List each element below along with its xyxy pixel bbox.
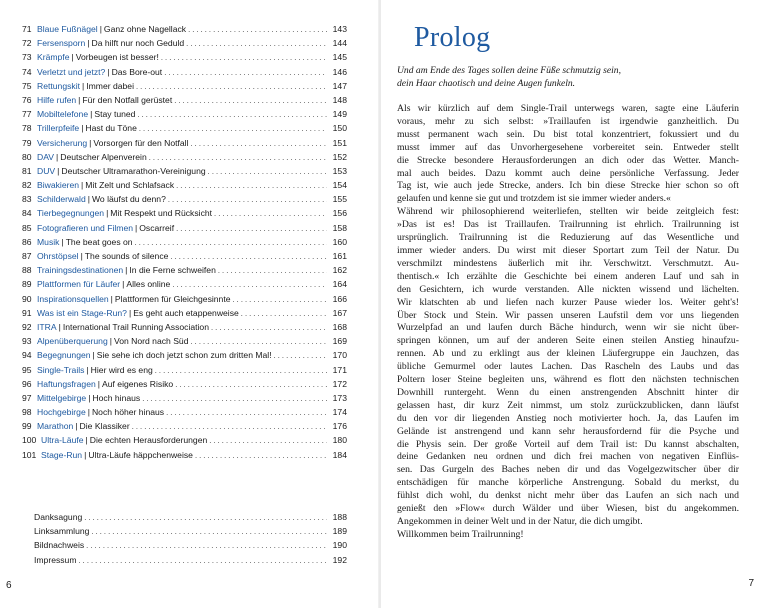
- toc-entry-page: 180: [332, 435, 347, 446]
- toc-separator: |: [109, 336, 112, 347]
- toc-dot-leader: [86, 539, 327, 553]
- prolog-text-line: Downhill runtergeht. Wenn du einen anstrengenden Abschnitt hinter dir: [397, 386, 739, 398]
- toc-entry-page: 149: [332, 109, 347, 120]
- toc-entry-number: 74: [22, 66, 32, 77]
- toc-entry-page: 153: [332, 165, 347, 176]
- toc-separator: |: [86, 364, 89, 375]
- toc-entry-subtitle: In die Ferne schweifen: [129, 265, 216, 276]
- toc-separator: |: [56, 151, 59, 162]
- toc-entry[interactable]: [22, 206, 347, 220]
- toc-entry-subtitle: Hast du Töne: [85, 123, 137, 134]
- toc-entry-title[interactable]: Verletzt und jetzt?: [37, 66, 106, 77]
- toc-dot-leader: [166, 406, 327, 420]
- toc-entry-subtitle: Oscarreif: [139, 222, 175, 233]
- toc-entry-page: 167: [332, 307, 347, 318]
- toc-entry-title[interactable]: Fotografieren und Filmen: [37, 222, 134, 233]
- toc-entry-title[interactable]: Alpenüberquerung: [37, 336, 108, 347]
- toc-separator: |: [135, 222, 138, 233]
- toc-entry-subtitle: Ganz ohne Nagellack: [103, 24, 187, 34]
- prolog-text-line: immer wieder anders. Du wirst mit dieser Sportart zum Teil der Natur. Du: [397, 244, 739, 256]
- toc-separator: |: [85, 435, 88, 446]
- toc-entry[interactable]: [22, 136, 347, 150]
- toc-entry[interactable]: [22, 107, 347, 121]
- toc-entry-page: 148: [332, 94, 347, 105]
- toc-entry-subtitle: Vorbeugen ist besser!: [75, 52, 159, 63]
- toc-entry-number: 96: [22, 378, 32, 389]
- toc-entry[interactable]: [22, 164, 347, 178]
- toc-dot-leader: [211, 321, 327, 335]
- toc-entry-title[interactable]: Musik: [37, 236, 60, 247]
- toc-entry-subtitle: International Trail Running Association: [62, 321, 209, 332]
- back-matter-page: 192: [332, 554, 347, 565]
- motto-line: Und am Ende des Tages sollen deine Füße schmutzig sein,: [397, 65, 622, 76]
- toc-entry-page: 174: [332, 407, 347, 418]
- toc-entry-page: 168: [332, 321, 347, 332]
- toc-separator: |: [84, 449, 87, 460]
- toc-entry-title[interactable]: Mobiltelefone: [37, 109, 89, 120]
- toc-entry[interactable]: [22, 65, 347, 79]
- prolog-text-line: du den vor dir liegenden Anstieg noch motivierter hoch. Ja, das Laufen im: [397, 412, 739, 424]
- toc-entry-number: 89: [22, 279, 32, 290]
- toc-entry-title[interactable]: Marathon: [37, 421, 74, 432]
- toc-entry-page: 154: [332, 180, 347, 191]
- toc-dot-leader: [188, 23, 327, 37]
- prolog-text-line: fühlst dich wohl, du denkst nicht mehr über das Laufen an sich nach und: [397, 490, 739, 502]
- toc-entry-title[interactable]: Biwakieren: [37, 180, 80, 191]
- toc-entry[interactable]: [22, 433, 347, 447]
- toc-entry-page: 147: [332, 80, 347, 91]
- toc-entry-page: 169: [332, 336, 347, 347]
- toc-entry-title[interactable]: DUV: [37, 165, 56, 176]
- toc-entry-subtitle: Mit Zelt und Schlafsack: [85, 180, 175, 191]
- toc-entry[interactable]: [22, 320, 347, 334]
- back-matter-page: 190: [332, 540, 347, 551]
- back-matter-entry[interactable]: [34, 524, 347, 538]
- toc-separator: |: [107, 66, 110, 77]
- toc-entry[interactable]: [22, 263, 347, 277]
- toc-entry[interactable]: [22, 36, 347, 50]
- toc-separator: |: [97, 378, 100, 389]
- prolog-text-line: Während wir philosophierend weiterliefen, stellten wir beide zeitgleich fest:: [397, 206, 739, 218]
- toc-dot-leader: [208, 165, 327, 179]
- prolog-text-line: thentisch.« Ich erzählte die Geschichte bei einem anderen Lauf und sah in: [397, 270, 739, 282]
- toc-dot-leader: [214, 207, 327, 221]
- prolog-text-line: genießt den »Flow« durch Wälder und über Wiesen, bist du angekommen.: [397, 503, 739, 515]
- toc-separator: |: [87, 38, 90, 49]
- toc-entry-subtitle: Es geht auch etappenweise: [133, 307, 239, 318]
- toc-entry-title[interactable]: DAV: [37, 151, 55, 162]
- toc-dot-leader: [176, 222, 327, 236]
- toc-separator: |: [128, 307, 132, 318]
- back-matter-entry[interactable]: [34, 510, 347, 524]
- page-number-right: 7: [748, 578, 754, 589]
- toc-separator: |: [75, 421, 78, 432]
- toc-entry-number: 95: [22, 364, 32, 375]
- toc-entry[interactable]: [22, 221, 347, 235]
- prolog-text-line: deine Gedanken neu ordnen und dich frei machen von negativen Einflüs-: [397, 451, 739, 463]
- toc-entry-page: 173: [332, 392, 347, 403]
- toc-dot-leader: [155, 364, 327, 378]
- toc-dot-leader: [161, 51, 327, 65]
- prolog-text-line: mal auch beides. Dazu kommt auch deine persönliche Verfassung. Jeder: [397, 167, 739, 179]
- toc-entry-title[interactable]: Plattformen für Läufer: [37, 279, 121, 290]
- toc-entry-title[interactable]: Stage-Run: [41, 449, 83, 460]
- toc-entry-number: 76: [22, 94, 32, 105]
- toc-entry-subtitle: Die Klassiker: [79, 421, 130, 432]
- table-of-contents: [22, 22, 347, 462]
- toc-separator: |: [82, 80, 85, 91]
- toc-entry-number: 81: [22, 165, 32, 176]
- toc-separator: |: [78, 94, 81, 105]
- toc-dot-leader: [170, 250, 327, 264]
- prolog-text-line: voraus, mehr zu sich selbst: »Traillaufen ist irgendwie ganzheitlich. Du: [397, 115, 739, 127]
- toc-dot-leader: [79, 554, 328, 568]
- toc-dot-leader: [135, 236, 327, 250]
- toc-dot-leader: [195, 449, 327, 463]
- toc-entry-page: 171: [332, 364, 347, 375]
- toc-entry-number: 83: [22, 194, 32, 205]
- toc-dot-leader: [174, 94, 327, 108]
- toc-entry-number: 79: [22, 137, 32, 148]
- toc-entry-number: 75: [22, 80, 32, 91]
- toc-entry[interactable]: [22, 79, 347, 93]
- toc-entry-number: 93: [22, 336, 32, 347]
- toc-entry-number: 78: [22, 123, 32, 134]
- toc-entry-subtitle: Da hilft nur noch Geduld: [91, 38, 185, 49]
- toc-entry-page: 150: [332, 123, 347, 134]
- toc-entry-subtitle: Die echten Herausforderungen: [89, 435, 208, 446]
- toc-entry[interactable]: [22, 306, 347, 320]
- toc-entry-subtitle: Plattformen für Gleichgesinnte: [114, 293, 231, 304]
- toc-entry-number: 73: [22, 52, 32, 63]
- prolog-text-line: Wurzelpfad an und laufen durch Bäche hindurch, wenn wir sie nicht über-: [397, 322, 739, 334]
- toc-dot-leader: [241, 307, 327, 321]
- toc-entry[interactable]: [22, 391, 347, 405]
- toc-entry[interactable]: [22, 363, 347, 377]
- toc-entry-page: 156: [332, 208, 347, 219]
- toc-entry-title[interactable]: Haftungsfragen: [37, 378, 96, 389]
- toc-separator: |: [106, 208, 109, 219]
- toc-separator: |: [81, 123, 84, 134]
- toc-dot-leader: [175, 378, 327, 392]
- toc-entry-number: 82: [22, 180, 32, 191]
- toc-entry-subtitle: Von Nord nach Süd: [113, 336, 189, 347]
- toc-dot-leader: [137, 108, 327, 122]
- toc-separator: |: [89, 137, 92, 148]
- toc-separator: |: [87, 407, 90, 418]
- toc-dot-leader: [274, 349, 327, 363]
- toc-entry-subtitle: Deutscher Ultramarathon-Vereinigung: [61, 165, 206, 176]
- toc-entry[interactable]: [22, 93, 347, 107]
- toc-separator: |: [57, 165, 60, 176]
- toc-separator: |: [81, 180, 84, 191]
- toc-entry[interactable]: [22, 150, 347, 164]
- toc-entry-title[interactable]: Trillerpfeife: [37, 123, 80, 134]
- toc-entry-page: 151: [332, 137, 347, 148]
- toc-entry-number: 92: [22, 321, 32, 332]
- toc-entry[interactable]: [22, 405, 347, 419]
- toc-separator: |: [92, 350, 95, 361]
- prolog-text-line: übliche Gemurmel oder lautes Lachen. Das Rascheln des Laubs und das: [397, 361, 739, 373]
- back-matter-page: 189: [332, 526, 347, 537]
- toc-entry-title[interactable]: Ohrstöpsel: [37, 251, 79, 261]
- toc-entry-subtitle: Noch höher hinaus: [91, 407, 165, 418]
- toc-entry-subtitle: The beat goes on: [65, 236, 133, 247]
- toc-entry-page: 158: [332, 222, 347, 233]
- toc-separator: |: [88, 392, 91, 403]
- toc-entry-title[interactable]: Fersensporn: [37, 38, 86, 49]
- toc-entry-subtitle: Hoch hinaus: [92, 392, 141, 403]
- toc-entry[interactable]: [22, 448, 347, 462]
- toc-entry-subtitle: The sounds of silence: [84, 251, 169, 261]
- back-matter-page: 188: [332, 512, 347, 522]
- toc-entry-title[interactable]: Rettungskit: [37, 80, 80, 91]
- toc-entry-number: 71: [22, 24, 32, 34]
- toc-dot-leader: [136, 80, 327, 94]
- prolog-text-line: musst permanent wach sein. Du bist total konzentriert, fokussiert und du: [397, 128, 739, 140]
- toc-entry-title[interactable]: Schilderwald: [37, 194, 86, 205]
- prolog-text-line: rennen. Ab und zu erklingt aus der kleinen Läufergruppe ein Jauchzen, das: [397, 348, 739, 360]
- toc-entry-number: 84: [22, 208, 32, 219]
- toc-dot-leader: [84, 511, 327, 525]
- toc-entry-number: 100: [22, 435, 37, 446]
- prolog-text-line: Gelände ist anstrengend und kann sehr herausfordernd für die Psyche und: [397, 425, 739, 437]
- toc-entry-title[interactable]: Hilfe rufen: [37, 94, 77, 105]
- toc-entry-subtitle: Ultra-Läufe häppchenweise: [88, 449, 193, 460]
- toc-entry-subtitle: Mit Respekt und Rücksicht: [110, 208, 213, 219]
- prolog-text-line: Als wir kürzlich auf dem Single-Trail unterwegs waren, sagte eine Läuferin: [397, 103, 739, 114]
- toc-entry-title[interactable]: Trainingsdestinationen: [37, 265, 124, 276]
- toc-entry-number: 72: [22, 38, 32, 49]
- prolog-text-line: entschädigen für manche körperliche Anstrengung. Sobald du merkst, du: [397, 477, 739, 489]
- toc-entry[interactable]: [22, 334, 347, 348]
- toc-entry-page: 164: [332, 279, 347, 290]
- toc-entry-subtitle: Hier wird es eng: [90, 364, 153, 375]
- toc-entry-page: 160: [332, 236, 347, 247]
- toc-entry-page: 143: [332, 24, 347, 34]
- back-matter-label: Bildnachweis: [34, 540, 85, 551]
- back-matter-list: [34, 510, 347, 567]
- prolog-text-line: Wir klatschten ab und liefen nach kurzer Pause wieder los. Weiter geht's!: [397, 296, 739, 308]
- prolog-text-line: gelaufen und kenne sie gut und trotzdem ist sie immer wieder anders.«: [397, 193, 671, 205]
- toc-separator: |: [61, 236, 64, 247]
- toc-entry[interactable]: [22, 22, 347, 36]
- toc-entry-subtitle: Wo läufst du denn?: [91, 194, 166, 205]
- toc-entry-number: 87: [22, 251, 32, 261]
- toc-entry-title[interactable]: Versicherung: [37, 137, 88, 148]
- motto-line: dein Haar chaotisch und deine Augen funkeln.: [397, 78, 576, 90]
- toc-dot-leader: [190, 137, 327, 151]
- back-matter-entry[interactable]: [34, 553, 347, 567]
- prolog-text-line: den Gesichtern, ich wurde verstanden. Alle nickten wissend und lächelten.: [397, 283, 739, 295]
- toc-separator: |: [99, 24, 102, 34]
- toc-entry-page: 161: [332, 251, 347, 261]
- toc-entry-page: 162: [332, 265, 347, 276]
- toc-dot-leader: [218, 264, 327, 278]
- toc-entry-subtitle: Immer dabei: [86, 80, 134, 91]
- toc-dot-leader: [149, 151, 327, 165]
- prolog-text-line: Willkommen beim Trailrunning!: [397, 528, 524, 540]
- toc-separator: |: [80, 251, 83, 261]
- back-matter-label: Linksammlung: [34, 526, 90, 537]
- back-matter-label: Danksagung: [34, 512, 83, 522]
- toc-entry-number: 86: [22, 236, 32, 247]
- back-matter-label: Impressum: [34, 554, 77, 565]
- toc-entry-subtitle: Deutscher Alpenverein: [60, 151, 147, 162]
- toc-entry[interactable]: [22, 235, 347, 249]
- toc-entry-subtitle: Vorsorgen für den Notfall: [93, 137, 189, 148]
- toc-entry-subtitle: Für den Notfall gerüstet: [82, 94, 173, 105]
- toc-dot-leader: [172, 278, 327, 292]
- toc-entry-subtitle: Stay tuned: [94, 109, 136, 120]
- toc-entry-subtitle: Das Bore-out: [111, 66, 163, 77]
- toc-entry-title[interactable]: Mittelgebirge: [37, 392, 87, 403]
- toc-separator: |: [71, 52, 74, 63]
- toc-separator: |: [110, 293, 113, 304]
- toc-entry[interactable]: [22, 121, 347, 135]
- toc-dot-leader: [164, 66, 327, 80]
- motto-quote: [397, 64, 732, 90]
- toc-entry-page: 146: [332, 66, 347, 77]
- right-page-prolog: [381, 0, 760, 608]
- prolog-text-line: Poltern loser Steine begleiten uns, während es flott den nächsten technischen: [397, 374, 739, 386]
- toc-entry-title[interactable]: ITRA: [37, 321, 57, 332]
- toc-entry-page: 176: [332, 421, 347, 432]
- prolog-text-line: musst immer auf das Unvorhergesehene vorbereitet sein. Entweder stellt: [397, 141, 739, 153]
- toc-entry-page: 170: [332, 350, 347, 361]
- toc-entry[interactable]: [22, 348, 347, 362]
- toc-entry-number: 101: [22, 449, 37, 460]
- toc-separator: |: [87, 194, 90, 205]
- toc-entry-number: 91: [22, 307, 32, 318]
- toc-entry-title[interactable]: Ultra-Läufe: [41, 435, 84, 446]
- prolog-text-line: Tag ist, wie auch jede Strecke, anders. Ich bin diese Strecke hier schon so oft: [397, 180, 739, 192]
- toc-entry-page: 152: [332, 151, 347, 162]
- toc-separator: |: [122, 279, 125, 290]
- toc-entry-title[interactable]: Hochgebirge: [37, 407, 86, 418]
- toc-separator: |: [125, 265, 128, 276]
- prolog-text-line: gelassen hast, dir kurz Zeit nimmst, um stolz zurückzublicken, dann läufst: [397, 399, 739, 411]
- toc-dot-leader: [191, 335, 328, 349]
- toc-entry-page: 144: [332, 38, 347, 49]
- toc-entry-title[interactable]: Blaue Fußnägel: [37, 24, 98, 34]
- toc-entry-page: 155: [332, 194, 347, 205]
- toc-entry-title[interactable]: Krämpfe: [37, 52, 70, 63]
- prolog-text-line: Angekommen in deiner Welt und in der Natur, die dich umgibt.: [397, 516, 643, 527]
- back-matter-entry[interactable]: [34, 538, 347, 552]
- toc-dot-leader: [233, 293, 327, 307]
- toc-entry-number: 90: [22, 293, 32, 304]
- toc-entry-number: 97: [22, 392, 32, 403]
- toc-entry-title[interactable]: Tierbegegnungen: [37, 208, 105, 219]
- prolog-text-line: »Das ist es! Das ist Traillaufen. Trailrunning ist ehrlich. Trailrunning ist: [397, 219, 739, 231]
- prolog-text-line: verschmilzt mindestens äußerlich mit ihr. Verschwitzt. Verschmutzt. Au-: [397, 257, 739, 269]
- toc-entry-number: 85: [22, 222, 32, 233]
- toc-entry-number: 94: [22, 350, 32, 361]
- prolog-text-line: springen können, um auf der anderen Seite einen steilen Anstieg hinaufzu-: [397, 335, 739, 347]
- toc-entry-number: 88: [22, 265, 32, 276]
- prolog-text-line: die Physis sein. Der große Vorteil auf dem Trail ist: Du kannst abschalten,: [397, 438, 739, 450]
- toc-entry[interactable]: [22, 178, 347, 192]
- toc-entry-title[interactable]: Inspirationsquellen: [37, 293, 109, 304]
- toc-entry-title[interactable]: Single-Trails: [37, 364, 85, 375]
- toc-dot-leader: [209, 434, 327, 448]
- prolog-text-line: die Strecke besondere Herausforderungen an dich oder das Wetter. Manch-: [397, 154, 739, 166]
- toc-separator: |: [58, 321, 61, 332]
- toc-dot-leader: [176, 179, 327, 193]
- toc-entry-number: 99: [22, 421, 32, 432]
- toc-dot-leader: [142, 392, 327, 406]
- prolog-text-line: Über Stock und Stein. Wir passen unseren Laufstil dem vor uns liegenden: [397, 309, 739, 321]
- toc-entry[interactable]: [22, 249, 347, 263]
- toc-entry-number: 77: [22, 109, 32, 120]
- toc-entry-subtitle: Sie sehe ich doch jetzt schon zum dritten Mal!: [96, 350, 272, 361]
- toc-dot-leader: [186, 37, 327, 51]
- toc-separator: |: [90, 109, 93, 120]
- toc-entry[interactable]: [22, 277, 347, 291]
- toc-entry[interactable]: [22, 419, 347, 433]
- toc-entry[interactable]: [22, 50, 347, 64]
- prolog-body-text: [397, 103, 739, 542]
- toc-dot-leader: [139, 122, 327, 136]
- prolog-text-line: ursprünglich. Trailrunning ist die Reduzierung auf das Wesentliche und: [397, 232, 739, 244]
- toc-dot-leader: [168, 193, 327, 207]
- toc-entry-number: 80: [22, 151, 32, 162]
- prolog-text-line: sen. Das Gurgeln des Baches neben dir und das Vogelgezwitscher über dir: [397, 464, 739, 476]
- toc-entry-number: 98: [22, 407, 32, 418]
- toc-entry-page: 184: [332, 449, 347, 460]
- toc-dot-leader: [132, 420, 327, 434]
- toc-entry-title[interactable]: Begegnungen: [37, 350, 91, 361]
- toc-entry[interactable]: [22, 192, 347, 206]
- page-number-left: 6: [6, 580, 12, 591]
- toc-entry-title[interactable]: Was ist ein Stage-Run?: [37, 307, 127, 318]
- toc-entry-subtitle: Auf eigenes Risiko: [102, 378, 174, 389]
- toc-entry-subtitle: Alles online: [126, 279, 171, 290]
- toc-dot-leader: [91, 525, 327, 539]
- chapter-title: Prolog: [414, 22, 491, 53]
- toc-entry[interactable]: [22, 292, 347, 306]
- toc-entry-page: 145: [332, 52, 347, 63]
- toc-entry-page: 166: [332, 293, 347, 304]
- toc-entry[interactable]: [22, 377, 347, 391]
- toc-entry-page: 172: [332, 378, 347, 389]
